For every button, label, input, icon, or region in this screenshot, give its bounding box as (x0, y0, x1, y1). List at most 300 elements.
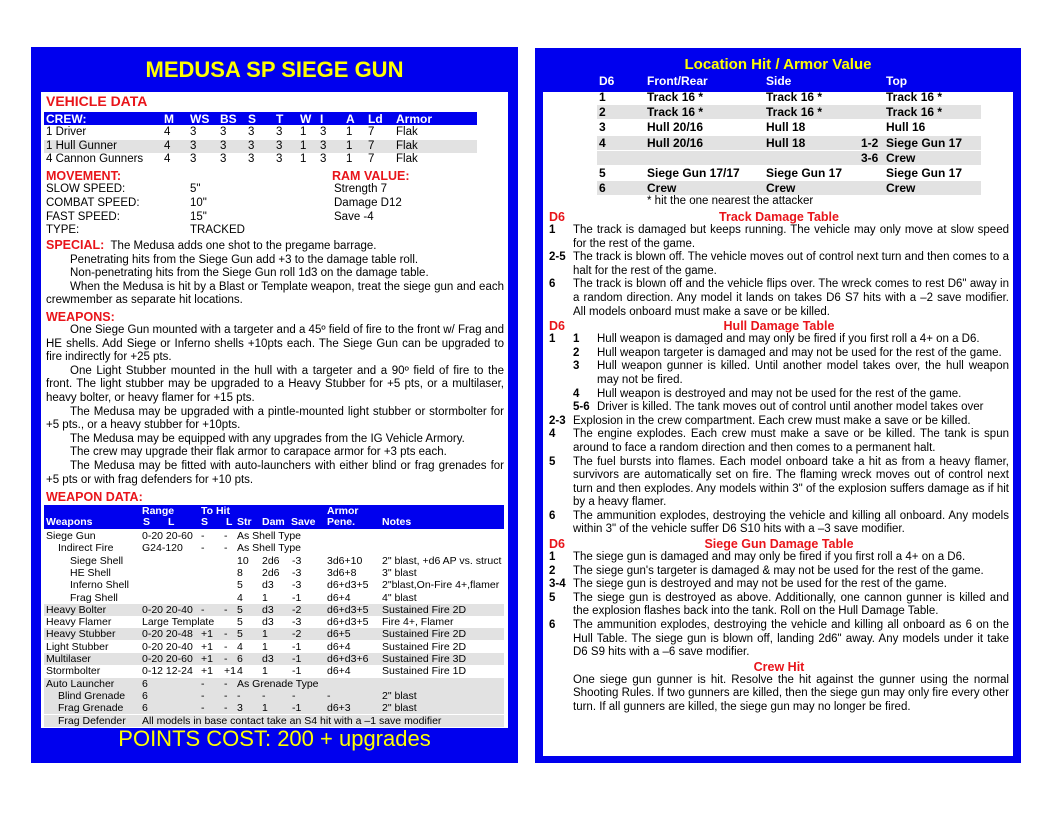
damage-tables (543, 72, 1013, 762)
location-d6: 4 (599, 135, 606, 150)
weapon-row (44, 579, 504, 591)
crew-hit-spacer (549, 674, 573, 715)
crew-cell: 1 (346, 153, 353, 165)
special-line: Penetrating hits from the Siege Gun add +3 to the damage table roll. (70, 253, 419, 266)
weapon-name: Blind Grenade (58, 689, 126, 702)
location-top-roll: 3-6 (861, 150, 879, 165)
weapon-row (44, 641, 504, 653)
weapon-notes: Sustained Fire 2D (382, 640, 467, 653)
location-row (597, 166, 981, 180)
weapon-row (44, 665, 504, 677)
damage-entry (549, 224, 1009, 251)
crew-cell: 3 (276, 126, 283, 138)
damage-subroll: 1 (573, 333, 580, 346)
weapon-penetration: d6+d3+5 (327, 579, 369, 592)
weapon-row (44, 653, 504, 665)
weapon-row (44, 628, 504, 640)
damage-text: Driver is killed. The tank moves out of control until another model takes over (597, 401, 984, 414)
damage-entry (549, 388, 1009, 402)
weapon-strength: 4 (237, 665, 243, 678)
weapon-damage: 2d6 (262, 554, 280, 567)
weapon-notes: 2" blast (382, 689, 417, 702)
crew-hit-text: One siege gun gunner is hit. Resolve the hit against the gunner using the normal Shooting Rules. If two gunners are killed, then the siege gun may only fire every other turn. If all gunners are killed, the siege gun may no longer be fired. (573, 673, 1009, 713)
weapon-notes: Sustained Fire 2D (382, 603, 467, 616)
location-top: Siege Gun 17 (886, 135, 963, 150)
crew-row (44, 153, 477, 166)
crew-cell: 4 (164, 139, 171, 152)
weapon-hit-short: +1 (201, 653, 213, 665)
weapon-penetration: d6+d3+5 (327, 616, 369, 629)
location-d6: 5 (599, 166, 606, 180)
weapons-paragraph: One Siege Gun mounted with a targeter and a 45º field of fire to the front w/ Frag and HE shells. Add Siege or Inferno shells +10pts each. The Siege Gun can be upgraded to fire indirectly for +25 pts. (46, 324, 504, 364)
damage-roll: 6 (549, 278, 556, 291)
weapon-name: Heavy Flamer (46, 616, 112, 629)
weapon-notes: Sustained Fire 2D (382, 628, 467, 641)
weapon-hit-short: +1 (201, 665, 213, 678)
points-cost: POINTS COST: 200 + upgrades (118, 726, 431, 751)
damage-entry (549, 592, 1009, 619)
weapon-header-cell: S (201, 516, 209, 528)
crew-header-cell: Armor (396, 112, 433, 126)
hull-damage-title: Hull Damage Table (723, 319, 835, 334)
weapon-header-cell: L (226, 516, 233, 528)
damage-entry (549, 565, 1009, 579)
weapon-name: Stormbolter (46, 665, 101, 678)
crew-cell: 4 (164, 153, 171, 165)
location-header-cell: Top (886, 74, 908, 88)
movement-label: COMBAT SPEED: (46, 196, 140, 209)
weapon-range: 0-20 20-40 (142, 640, 193, 653)
weapon-strength: As Shell Type (237, 542, 302, 555)
location-row (597, 151, 981, 165)
weapon-name: Heavy Bolter (46, 603, 107, 616)
weapon-name: Siege Gun (46, 530, 96, 542)
weapon-notes: 4" blast (382, 591, 417, 604)
location-row (597, 181, 981, 195)
damage-entry (549, 251, 1009, 278)
crew-hit-title: Crew Hit (753, 659, 805, 674)
location-top: Hull 16 (886, 120, 926, 135)
movement-label: FAST SPEED: (46, 210, 120, 223)
weapon-hit-long: - (224, 640, 228, 653)
weapon-header-cell: Weapons (46, 516, 93, 528)
weapon-row (44, 604, 504, 616)
weapon-damage: 1 (262, 640, 268, 653)
crew-header-cell: BS (220, 112, 237, 126)
location-note: * hit the one nearest the attacker (647, 195, 814, 207)
damage-roll: 3-4 (549, 578, 566, 591)
movement-label: SLOW SPEED: (46, 183, 126, 195)
weapon-notes: 2" blast (382, 702, 417, 715)
crew-cell: 3 (320, 126, 327, 138)
weapon-range: All models in base contact take an S4 hit with a –1 save modifier (142, 714, 442, 727)
weapon-range: 6 (142, 689, 148, 702)
damage-roll: 2-5 (549, 251, 566, 264)
damage-entry (549, 347, 1009, 361)
damage-text: The siege gun is destroyed as above. Additionally, one cannon gunner is killed and the explosion flashes back into the tank. Roll on the Hull Damage Table. (573, 591, 1009, 618)
crew-hit-entry (549, 674, 1009, 715)
weapon-range: Large Template (142, 616, 215, 629)
crew-header-cell: Ld (368, 112, 383, 126)
weapon-row (44, 567, 504, 579)
weapon-damage: d3 (262, 579, 274, 592)
weapon-row (44, 530, 504, 542)
weapons-heading: WEAPONS: (46, 310, 115, 324)
special-text: The Medusa adds one shot to the pregame barrage. (110, 240, 377, 252)
damage-text: Hull weapon targeter is damaged and may not be used for the rest of the game. (597, 346, 1002, 359)
crew-cell: 1 (300, 153, 307, 165)
card-title: MEDUSA SP SIEGE GUN (145, 57, 404, 82)
crew-cell: 3 (190, 126, 197, 138)
weapon-header-cell: Str (237, 516, 252, 528)
movement-value: 5" (190, 183, 201, 195)
weapon-strength: 5 (237, 628, 243, 641)
weapon-header-cell: Pene. (327, 516, 356, 528)
weapon-notes: Sustained Fire 1D (382, 665, 467, 678)
crew-cell: 3 (220, 139, 227, 152)
damage-roll (549, 360, 573, 387)
weapon-save: -3 (292, 554, 302, 567)
weapon-hit-long: - (224, 603, 228, 616)
weapon-row (44, 690, 504, 702)
location-header-cell: Front/Rear (647, 74, 708, 88)
weapon-header-cell: S (143, 516, 151, 528)
weapon-penetration: d6+3 (327, 702, 351, 715)
damage-subroll: 5-6 (573, 401, 590, 414)
weapon-strength: 5 (237, 579, 243, 592)
crew-header-cell: I (320, 112, 324, 126)
damage-text: The ammunition explodes, destroying the vehicle and killing all onboard. Any models within 3" of the vehicle suffer D6 S10 hits with a –3 save modifier. (573, 509, 1009, 536)
weapon-notes: Fire 4+, Flamer (382, 616, 454, 629)
weapon-hit-short: - (201, 689, 205, 702)
special-section (46, 239, 504, 308)
weapon-damage: d3 (262, 653, 274, 665)
damage-text: The engine explodes. Each crew must make a save or be killed. The tank is spun around to face a random direction and then comes to a permanent halt. (573, 428, 1009, 454)
movement-value: 15" (190, 210, 207, 223)
track-damage-title: Track Damage Table (719, 210, 839, 224)
location-header-bar (543, 74, 1013, 88)
crew-cell: 1 Driver (46, 126, 87, 138)
location-row (597, 105, 981, 119)
damage-text: The fuel bursts into flames. Each model onboard take a hit as from a heavy flamer, survivors are automatically set on fire. The flaming wreck moves out of control next turn and then explodes. Any models within 3" of the explosion suffers damage as if hit by a heavy flamer. (573, 455, 1009, 509)
crew-cell: 1 (346, 126, 353, 138)
weapon-penetration: - (327, 689, 331, 702)
damage-text: The track is blown off. The vehicle moves out of control next turn and then comes to a halt for the rest of the game. (573, 251, 1009, 277)
weapon-save: -2 (292, 628, 302, 641)
damage-roll (549, 388, 573, 402)
crew-cell: 3 (190, 139, 197, 152)
weapon-row (44, 555, 504, 567)
damage-roll: 1 (549, 551, 556, 564)
damage-text: Hull weapon is destroyed and may not be used for the rest of the game. (597, 387, 962, 400)
weapon-range: 0-20 20-60 (142, 653, 193, 665)
damage-text: Hull weapon is damaged and may only be fired if you first roll a 4+ on a D6. (597, 333, 980, 346)
weapon-save: - (292, 689, 296, 702)
damage-subroll: 3 (573, 360, 580, 373)
damage-roll: 6 (549, 619, 556, 632)
weapon-strength: 4 (237, 640, 243, 653)
weapon-save: -1 (292, 702, 302, 715)
location-side: Crew (766, 181, 796, 196)
weapon-notes: 2"blast,On-Fire 4+,flamer (382, 579, 500, 592)
damage-text: The track is blown off and the vehicle flips over. The wreck comes to rest D6" away in a random direction. Any model it lands on takes D6 S7 hits with a –2 save modifier. All models onboard must make a save or be killed. (573, 278, 1009, 318)
weapon-strength: As Shell Type (237, 530, 302, 542)
damage-entry (549, 360, 1009, 387)
weapon-name: Frag Grenade (58, 702, 124, 715)
weapon-save: -1 (292, 640, 302, 653)
weapon-penetration: d6+4 (327, 591, 351, 604)
damage-text: Hull weapon gunner is killed. Until another model takes over, the hull weapon may not be fired. (597, 360, 1009, 386)
weapon-strength: 4 (237, 591, 243, 604)
weapon-save: -3 (292, 566, 302, 579)
damage-roll: 6 (549, 509, 556, 522)
damage-entry (549, 510, 1009, 537)
weapon-hit-long: - (224, 530, 228, 542)
damage-table-list (549, 210, 1009, 715)
weapon-name: Frag Shell (70, 591, 118, 604)
weapon-penetration: d6+4 (327, 640, 351, 653)
weapon-notes: Sustained Fire 3D (382, 653, 467, 665)
special-line: Non-penetrating hits from the Siege Gun roll 1d3 on the damage table. (70, 267, 429, 280)
movement-value: TRACKED (190, 224, 245, 237)
weapon-hit-long: - (224, 542, 228, 555)
weapon-header-bar (44, 505, 504, 529)
weapon-header-cell: Dam (262, 516, 285, 528)
weapon-hit-short: - (201, 677, 205, 690)
damage-entry (549, 578, 1009, 592)
weapon-hit-short: +1 (201, 628, 213, 641)
crew-header-cell: M (164, 112, 174, 126)
weapon-row (44, 678, 504, 690)
location-header-cell: Side (766, 74, 792, 88)
weapon-damage: - (262, 689, 266, 702)
weapon-name: HE Shell (70, 566, 111, 579)
weapon-damage: 1 (262, 665, 268, 678)
d6-label: D6 (549, 537, 565, 552)
weapon-strength: As Grenade Type (237, 677, 319, 690)
weapon-damage: 2d6 (262, 566, 280, 579)
location-hit-title: Location Hit / Armor Value (684, 56, 872, 73)
weapon-damage: 1 (262, 628, 268, 641)
crew-cell: 4 Cannon Gunners (46, 153, 144, 165)
weapon-strength: 5 (237, 616, 243, 629)
weapon-damage: 1 (262, 702, 268, 715)
movement-label: TYPE: (46, 224, 80, 237)
damage-entry (549, 415, 1009, 429)
location-d6: 6 (599, 181, 606, 196)
location-d6: 1 (599, 90, 606, 104)
crew-cell: 7 (368, 153, 375, 165)
special-lines (46, 254, 504, 308)
weapon-strength: 6 (237, 653, 243, 665)
weapon-save: -3 (292, 579, 302, 592)
siege-gun-damage-title: Siege Gun Damage Table (704, 537, 854, 552)
weapon-row (44, 592, 504, 604)
ram-heading: RAM VALUE: (332, 169, 410, 183)
weapon-penetration: 3d6+10 (327, 554, 363, 567)
weapon-name: Auto Launcher (46, 677, 115, 690)
weapon-name: Frag Defender (58, 714, 126, 727)
weapon-name: Inferno Shell (70, 579, 129, 592)
weapon-name: Light Stubber (46, 640, 109, 653)
crew-cell: 3 (248, 153, 255, 165)
damage-roll: 1 (549, 224, 556, 236)
hull-damage-title-row (549, 319, 1009, 333)
damage-entry (549, 551, 1009, 565)
vehicle-data-heading: VEHICLE DATA (46, 93, 148, 109)
damage-text: The ammunition explodes, destroying the vehicle and killing all onboard as 6 on the Hull Table. The siege gun is blown off, landing 2d6" away. Any models under it take D6 S9 hits with a –6 save modifier. (573, 619, 1009, 659)
crew-header-bar (44, 112, 477, 125)
damage-text: Explosion in the crew compartment. Each crew must make a save or be killed. (573, 414, 971, 427)
location-front-rear: Hull 20/16 (647, 135, 704, 150)
damage-text: The track is damaged but keeps running. The vehicle may only move at slow speed for the rest of the game. (573, 224, 1009, 250)
crew-cell: 1 (300, 126, 307, 138)
damage-roll: 4 (549, 428, 556, 441)
movement-heading: MOVEMENT: (46, 169, 121, 183)
weapon-penetration: d6+4 (327, 665, 351, 678)
location-top: Crew (886, 181, 916, 196)
location-front-rear: Crew (647, 181, 677, 196)
weapon-strength: 10 (237, 554, 249, 567)
d6-label: D6 (549, 319, 565, 334)
weapon-header-group: Range (142, 505, 175, 517)
crew-cell: 3 (220, 126, 227, 138)
weapon-row (44, 715, 504, 727)
track-damage-title-row (549, 210, 1009, 224)
location-top-roll: 1-2 (861, 135, 879, 150)
crew-cell: Flak (396, 153, 418, 165)
weapon-row (44, 542, 504, 554)
weapon-penetration: d6+5 (327, 628, 351, 641)
crew-cell: 3 (276, 153, 283, 165)
damage-entry (549, 456, 1009, 510)
weapon-penetration: d6+d3+6 (327, 653, 369, 665)
weapon-save: -1 (292, 653, 302, 665)
weapon-range: G24-120 (142, 542, 183, 555)
location-row (597, 120, 981, 134)
location-row (597, 136, 981, 150)
weapons-paragraph: The Medusa may be equipped with any upgrades from the IG Vehicle Armory. (70, 432, 465, 445)
damage-roll: 5 (549, 591, 556, 604)
damage-roll: 2 (549, 564, 556, 577)
crew-header-cell: A (346, 112, 355, 126)
damage-text: The siege gun is damaged and may only be fired if you first roll a 4+ on a D6. (573, 551, 966, 564)
weapon-notes: 2" blast, +d6 AP vs. struct (382, 554, 502, 567)
location-side: Hull 18 (766, 135, 806, 150)
location-top: Crew (886, 150, 916, 165)
location-front-rear: Hull 20/16 (647, 120, 704, 135)
weapon-header-cell: Save (291, 516, 316, 528)
weapon-name: Multilaser (46, 653, 91, 665)
weapon-hit-long: - (224, 653, 228, 665)
weapon-strength: 5 (237, 603, 243, 616)
d6-label: D6 (549, 210, 565, 224)
crew-cell: 4 (164, 126, 171, 138)
weapons-paragraph: The Medusa may be upgraded with a pintle-mounted light stubber or stormbolter for +5 pts., or a heavy stubber for +10pts. (46, 405, 504, 432)
weapon-damage: d3 (262, 616, 274, 629)
weapon-strength: - (237, 689, 241, 702)
weapon-save: -1 (292, 591, 302, 604)
location-top: Track 16 * (886, 105, 943, 120)
weapon-name: Siege Shell (70, 554, 124, 567)
location-side: Track 16 * (766, 90, 823, 104)
crew-header-cell: CREW: (46, 112, 87, 126)
damage-text: The siege gun's targeter is damaged & may not be used for the rest of the game. (573, 564, 984, 577)
weapon-row (44, 616, 504, 628)
location-d6: 3 (599, 120, 606, 135)
weapon-damage: 1 (262, 591, 268, 604)
crew-cell: 3 (248, 139, 255, 152)
location-side: Hull 18 (766, 120, 806, 135)
crew-cell: 1 Hull Gunner (46, 139, 117, 152)
crew-cell: 1 (346, 139, 353, 152)
weapon-range: 0-20 20-48 (142, 628, 193, 641)
weapon-hit-short: - (201, 542, 205, 555)
damage-subroll: 4 (573, 387, 580, 400)
location-front-rear: Track 16 * (647, 105, 704, 120)
weapon-save: -3 (292, 616, 302, 629)
damage-roll: 2-3 (549, 414, 566, 427)
special-heading: SPECIAL: (46, 238, 105, 252)
weapon-range: 6 (142, 677, 148, 690)
crew-header-cell: WS (190, 112, 210, 126)
weapon-row (44, 702, 504, 714)
movement-value: 10" (190, 196, 207, 209)
ram-value: Damage D12 (334, 196, 402, 209)
location-front-rear: Siege Gun 17/17 (647, 166, 740, 180)
weapon-data-heading: WEAPON DATA: (46, 490, 143, 504)
weapons-paragraph: The Medusa may be fitted with auto-launchers with either blind or frag grenades for +5 pts or with frag defenders for +10 pts. (46, 459, 504, 486)
weapon-hit-long: - (224, 628, 228, 641)
weapon-range: 0-20 20-60 (142, 530, 193, 542)
weapons-paragraphs (46, 324, 504, 487)
weapon-hit-short: - (201, 530, 205, 542)
crew-cell: 3 (276, 139, 283, 152)
crew-row (44, 126, 477, 139)
location-d6: 2 (599, 105, 606, 120)
weapon-hit-short: - (201, 702, 205, 715)
weapon-hit-long: - (224, 702, 228, 715)
damage-subroll: 2 (573, 346, 580, 359)
location-side: Track 16 * (766, 105, 823, 120)
crew-cell: 7 (368, 126, 375, 138)
crew-header-cell: W (300, 112, 312, 126)
weapon-save: -2 (292, 603, 302, 616)
crew-cell: 3 (320, 153, 327, 165)
weapon-range: 6 (142, 702, 148, 715)
weapon-strength: 3 (237, 702, 243, 715)
weapon-notes: 3" blast (382, 566, 417, 579)
weapon-header-group: Armor (327, 505, 359, 517)
crew-cell: 7 (368, 139, 375, 152)
weapon-penetration: 3d6+8 (327, 566, 357, 579)
damage-roll: 1 (549, 333, 556, 346)
damage-entry (549, 428, 1009, 455)
weapon-range: 0-20 20-40 (142, 603, 193, 616)
weapons-paragraph: The crew may upgrade their flak armor to carapace armor for +3 pts each. (70, 446, 447, 459)
ram-value: Strength 7 (334, 183, 388, 195)
crew-header-cell: T (276, 112, 284, 126)
weapon-strength: 8 (237, 566, 243, 579)
damage-entry (549, 401, 1009, 415)
weapon-range: 0-12 12-24 (142, 665, 193, 678)
ram-value: Save -4 (334, 210, 374, 223)
crew-cell: 3 (190, 153, 197, 165)
crew-header-cell: S (248, 112, 257, 126)
weapons-paragraph: One Light Stubber mounted in the hull with a targeter and a 90º field of fire to the front. The light stubber may be upgraded to a Heavy Stubber for +5 pts, or a multilaser, heavy bolter, or heavy flamer for +15 pts. (46, 364, 504, 404)
crew-cell: Flak (396, 139, 418, 152)
weapon-hit-long: - (224, 677, 228, 690)
